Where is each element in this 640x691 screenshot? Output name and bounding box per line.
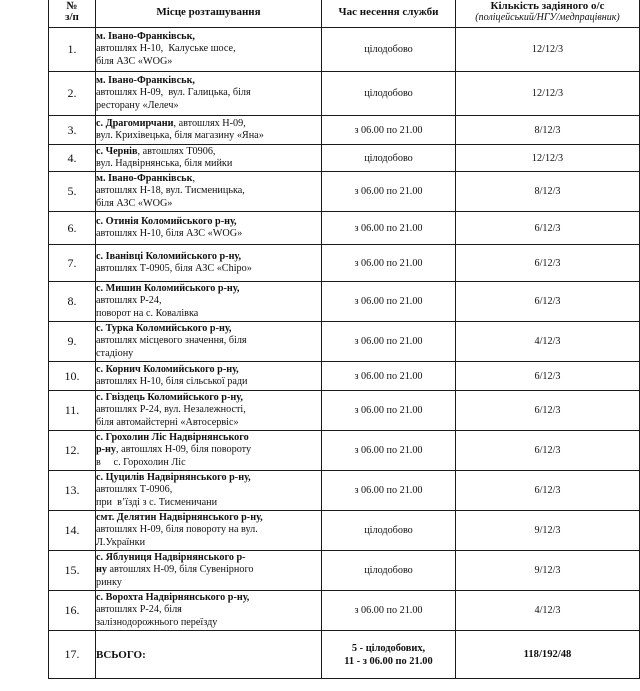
location-name-continued: р-ну [96, 444, 117, 456]
location-address-line: автошлях місцевого значення, біля [96, 335, 247, 347]
row-number: 6. [49, 212, 96, 245]
row-service-time: цілодобово [322, 551, 456, 591]
header-number [49, 0, 96, 28]
row-location [96, 172, 322, 212]
location-address-line: автошлях Р-24, біля [96, 604, 182, 616]
row-personnel-count: 9/12/3 [456, 551, 640, 591]
header-number-line2: з/п [65, 11, 79, 23]
header-number-line1: № [66, 0, 78, 12]
row-number: 5. [49, 172, 96, 212]
location-name: с. Цуцилів Надвірнянського р-ну, [96, 471, 251, 483]
table-row [49, 116, 640, 145]
location-name: с. Яблуниця Надвірнянського р- [96, 551, 246, 563]
location-first-line [96, 592, 321, 604]
location-name: с. Корнич Коломийського р-ну, [96, 363, 239, 375]
location-address-line: автошлях Р-24, вул. Незалежності, [96, 404, 246, 416]
location-first-line [96, 173, 321, 185]
location-address-line: біля АЗС «WOG» [96, 55, 173, 67]
header-count-title: Кількість задіяного о/с [490, 0, 605, 12]
row-number: 7. [49, 245, 96, 282]
location-first-line [96, 75, 321, 87]
row-service-time: з 06.00 по 21.00 [322, 282, 456, 322]
row-location [96, 245, 322, 282]
location-address-line: ринку [96, 576, 122, 588]
location-name: с. Мишин Коломийського р-ну, [96, 282, 240, 294]
row-location [96, 391, 322, 431]
table-row [49, 172, 640, 212]
table-row [49, 245, 640, 282]
location-address-line: біля автомайстерні «Автосервіс» [96, 416, 239, 428]
row-personnel-count: 12/12/3 [456, 72, 640, 116]
location-address-continued: автошлях Н-09, біля Сувенірного [106, 564, 254, 576]
row-service-time: з 06.00 по 21.00 [322, 431, 456, 471]
row-location [96, 431, 322, 471]
table-row [49, 471, 640, 511]
row-location [96, 145, 322, 172]
location-second-line [96, 564, 321, 576]
location-address-line: в с. Горохолин Ліс [96, 456, 186, 468]
total-time [322, 631, 456, 679]
row-location [96, 28, 322, 72]
location-address-line: автошлях Н-10, біля сільської ради [96, 376, 248, 387]
row-number: 13. [49, 471, 96, 511]
location-address-line: залізнодорожнього переїзду [96, 616, 218, 628]
row-service-time: з 06.00 по 21.00 [322, 116, 456, 145]
row-personnel-count: 6/12/3 [456, 471, 640, 511]
table-body [49, 28, 640, 679]
location-address-line: Л.Українки [96, 536, 146, 548]
row-location [96, 591, 322, 631]
row-personnel-count: 8/12/3 [456, 116, 640, 145]
row-service-time: з 06.00 по 21.00 [322, 591, 456, 631]
total-count: 118/192/48 [456, 631, 640, 679]
location-first-line [96, 512, 321, 524]
location-name-rest: , [192, 172, 195, 184]
row-service-time: з 06.00 по 21.00 [322, 471, 456, 511]
row-service-time: з 06.00 по 21.00 [322, 391, 456, 431]
total-label: ВСЬОГО: [96, 631, 322, 679]
row-service-time: з 06.00 по 21.00 [322, 212, 456, 245]
row-number: 3. [49, 116, 96, 145]
row-number: 14. [49, 511, 96, 551]
row-number: 11. [49, 391, 96, 431]
row-location [96, 212, 322, 245]
row-personnel-count: 8/12/3 [456, 172, 640, 212]
header-location: Місце розташування [96, 0, 322, 28]
row-location [96, 322, 322, 362]
checkpoints-table [48, 0, 640, 679]
row-location [96, 116, 322, 145]
table-row [49, 282, 640, 322]
location-first-line [96, 552, 321, 564]
table-row [49, 362, 640, 391]
row-service-time: цілодобово [322, 28, 456, 72]
row-location [96, 471, 322, 511]
location-first-line [96, 364, 321, 376]
table-row [49, 212, 640, 245]
row-number: 12. [49, 431, 96, 471]
row-number: 8. [49, 282, 96, 322]
row-service-time: з 06.00 по 21.00 [322, 322, 456, 362]
location-first-line [96, 392, 321, 404]
row-personnel-count: 4/12/3 [456, 322, 640, 362]
row-location [96, 511, 322, 551]
location-address-line: біля АЗС «WOG» [96, 197, 173, 209]
location-second-line [96, 444, 321, 456]
header-count [456, 0, 640, 28]
location-name: с. Ворохта Надвірнянського р-ну, [96, 591, 250, 603]
location-address-line: автошлях Т-0906, [96, 484, 173, 496]
row-location [96, 362, 322, 391]
row-personnel-count: 6/12/3 [456, 212, 640, 245]
location-name-continued: ну [96, 564, 107, 576]
row-number: 9. [49, 322, 96, 362]
row-personnel-count: 6/12/3 [456, 245, 640, 282]
location-name: с. Турка Коломийського р-ну, [96, 322, 232, 334]
row-personnel-count: 6/12/3 [456, 362, 640, 391]
row-number: 1. [49, 28, 96, 72]
location-name-rest: , автошлях Н-09, [173, 117, 246, 129]
location-address-line: автошлях Т-0905, біля АЗС «Chipo» [96, 263, 252, 274]
location-address-line: автошлях Н-10, біля АЗС «WOG» [96, 228, 243, 239]
location-address-line: автошлях Н-18, вул. Тисменицька, [96, 185, 245, 197]
location-first-line [96, 31, 321, 43]
location-address-continued: , автошлях Н-09, біля повороту [116, 444, 252, 456]
total-time-line1: 5 - цілодобових, [351, 642, 426, 654]
row-service-time: цілодобово [322, 72, 456, 116]
location-first-line [96, 251, 321, 263]
row-personnel-count: 12/12/3 [456, 28, 640, 72]
location-name: с. Чернів [96, 145, 138, 157]
row-personnel-count: 4/12/3 [456, 591, 640, 631]
header-row [49, 0, 640, 28]
row-location [96, 282, 322, 322]
table-row [49, 431, 640, 471]
location-address-line: при в’їзді з с. Тисменичани [96, 496, 218, 508]
location-address-line: автошлях Р-24, [96, 295, 162, 307]
row-personnel-count: 6/12/3 [456, 391, 640, 431]
row-service-time: з 06.00 по 21.00 [322, 172, 456, 212]
row-number: 4. [49, 145, 96, 172]
table-row [49, 591, 640, 631]
row-service-time: цілодобово [322, 145, 456, 172]
location-name: м. Івано-Франківськ, [96, 74, 195, 86]
table-row [49, 28, 640, 72]
row-personnel-count: 6/12/3 [456, 431, 640, 471]
location-name: м. Івано-Франківськ [96, 172, 193, 184]
location-address-line: вул. Крихівецька, біля магазину «Яна» [96, 130, 264, 141]
location-name-rest: , автошлях Т0906, [137, 145, 216, 157]
table-row [49, 72, 640, 116]
location-address-line: ресторану «Лелеч» [96, 99, 179, 111]
table-row [49, 551, 640, 591]
header-count-subtitle: (поліцейський/НГУ/медпрацівник) [475, 12, 620, 23]
row-service-time: з 06.00 по 21.00 [322, 362, 456, 391]
table-row [49, 145, 640, 172]
location-name: с. Іванівці Коломийського р-ну, [96, 250, 242, 262]
row-personnel-count: 6/12/3 [456, 282, 640, 322]
location-first-line [96, 118, 321, 130]
location-name: с. Отинія Коломийського р-ну, [96, 215, 237, 227]
total-row [49, 631, 640, 679]
location-first-line [96, 432, 321, 444]
location-address-line: автошлях Н-10, Калуське шосе, [96, 43, 236, 55]
location-name: с. Гвіздець Коломийського р-ну, [96, 391, 243, 403]
header-time: Час несення служби [322, 0, 456, 28]
row-service-time: з 06.00 по 21.00 [322, 245, 456, 282]
location-first-line [96, 216, 321, 228]
location-first-line [96, 283, 321, 295]
table-row [49, 322, 640, 362]
location-address-line: автошлях Н-09, біля повороту на вул. [96, 524, 258, 536]
location-first-line [96, 146, 321, 158]
total-number: 17. [49, 631, 96, 679]
total-time-line2: 11 - з 06.00 по 21.00 [344, 655, 433, 667]
row-service-time: цілодобово [322, 511, 456, 551]
table-row [49, 391, 640, 431]
location-first-line [96, 323, 321, 335]
location-first-line [96, 472, 321, 484]
table-row [49, 511, 640, 551]
row-number: 16. [49, 591, 96, 631]
row-number: 2. [49, 72, 96, 116]
location-name: м. Івано-Франківськ, [96, 30, 195, 42]
location-address-line: стадіону [96, 347, 134, 359]
location-address-line: вул. Надвірнянська, біля мийки [96, 158, 233, 169]
row-personnel-count: 9/12/3 [456, 511, 640, 551]
location-address-line: автошлях Н-09, вул. Галицька, біля [96, 87, 251, 99]
location-address-line: поворот на с. Ковалівка [96, 307, 199, 319]
row-location [96, 551, 322, 591]
location-name: с. Грохолин Ліс Надвірнянського [96, 431, 249, 443]
location-name: смт. Делятин Надвірнянського р-ну, [96, 511, 263, 523]
row-personnel-count: 12/12/3 [456, 145, 640, 172]
row-number: 10. [49, 362, 96, 391]
location-name: с. Драгомирчани [96, 117, 174, 129]
row-location [96, 72, 322, 116]
row-number: 15. [49, 551, 96, 591]
